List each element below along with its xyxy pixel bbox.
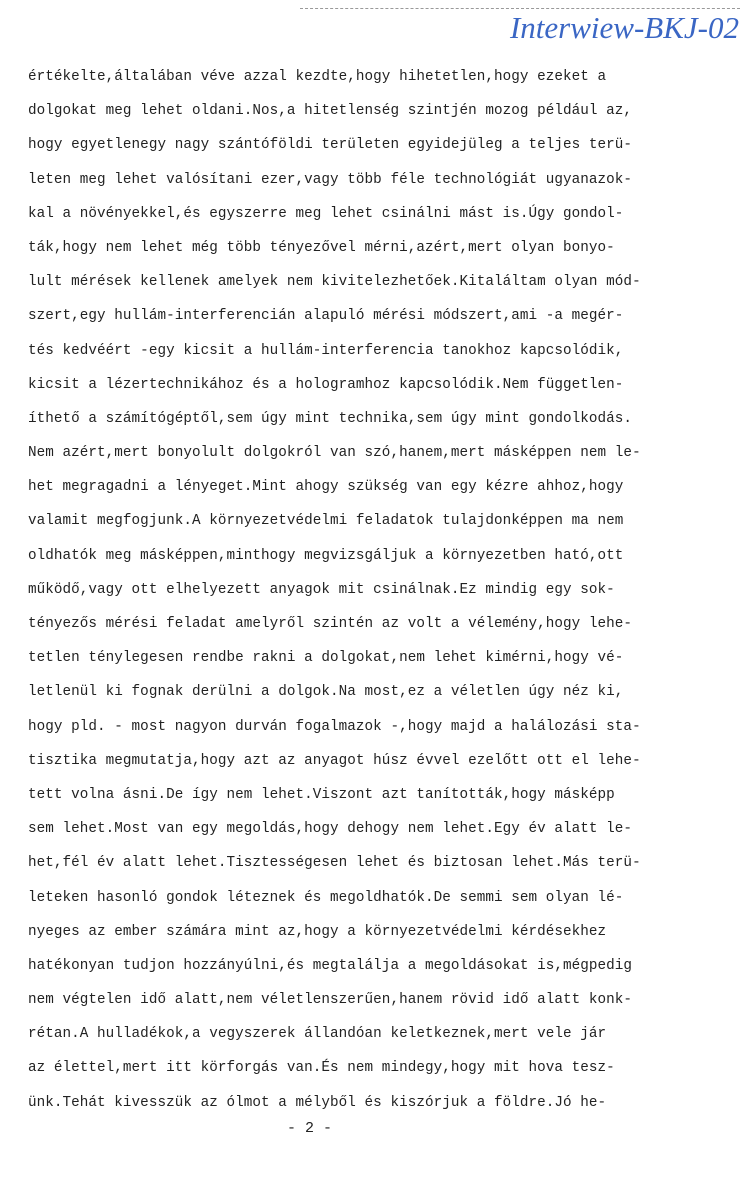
text-line: het,fél év alatt lehet.Tisztességesen lehet és biztosan lehet.Más terü-: [28, 855, 641, 872]
text-line: hatékonyan tudjon hozzányúlni,és megtalálja a megoldásokat is,mégpedig: [28, 957, 633, 974]
text-line: leteken hasonló gondok léteznek és megoldhatók.De semmi sem olyan lé-: [28, 889, 624, 906]
text-line: hogy egyetlenegy nagy szántóföldi területen egyidejüleg a teljes terü-: [28, 137, 633, 154]
text-line: értékelte,általában véve azzal kezdte,hogy hihetetlen,hogy ezeket a: [28, 69, 607, 85]
text-line: tényezős mérési feladat amelyről szintén az volt a vélemény,hogy lehe-: [28, 616, 633, 632]
text-line: tett volna ásni.De így nem lehet.Viszont azt tanították,hogy másképp: [28, 786, 615, 803]
document-label: Interwiew-BKJ-02: [509, 10, 739, 45]
text-line: sem lehet.Most van egy megoldás,hogy dehogy nem lehet.Egy év alatt le-: [28, 821, 633, 838]
text-line: het megragadni a lényeget.Mint ahogy szükség van egy kézre ahhoz,hogy: [28, 479, 624, 496]
typewritten-body: [28, 60, 728, 1120]
text-line: nyeges az ember számára mint az,hogy a környezetvédelmi kérdésekhez: [28, 923, 607, 940]
text-line: valamit megfogjunk.A környezetvédelmi feladatok tulajdonképpen ma nem: [28, 513, 624, 530]
text-line: ünk.Tehát kivesszük az ólmot a mélyből és kiszórjuk a földre.Jó he-: [28, 1094, 607, 1111]
text-line: tetlen ténylegesen rendbe rakni a dolgokat,nem lehet kimérni,hogy vé-: [28, 650, 624, 667]
text-line: szert,egy hullám-interferencián alapuló mérési módszert,ami -a megér-: [28, 308, 624, 325]
text-line: ták,hogy nem lehet még több tényezővel mérni,azért,mert olyan bonyo-: [28, 239, 615, 256]
text-line: hogy pld. - most nagyon durván fogalmazok -,hogy majd a halálozási sta-: [28, 718, 641, 735]
text-line: lult mérések kellenek amelyek nem kivitelezhetőek.Kitaláltam olyan mód-: [28, 274, 641, 291]
text-line: tés kedvéért -egy kicsit a hullám-interferencia tanokhoz kapcsolódik,: [28, 342, 624, 359]
text-line: működő,vagy ott elhelyezett anyagok mit csinálnak.Ez mindig egy sok-: [28, 581, 615, 598]
text-line: tisztika megmutatja,hogy azt az anyagot húsz évvel ezelőtt ott el lehe-: [28, 752, 641, 769]
text-line: rétan.A hulladékok,a vegyszerek állandóan keletkeznek,mert vele jár: [28, 1026, 607, 1043]
text-line: nem végtelen idő alatt,nem véletlenszerűen,hanem rövid idő alatt konk-: [28, 992, 633, 1009]
text-line: leten meg lehet valósítani ezer,vagy több féle technológiát ugyanazok-: [28, 171, 633, 188]
page-number: - 2 -: [287, 1120, 333, 1137]
text-line: dolgokat meg lehet oldani.Nos,a hitetlenség szintjén mozog például az,: [28, 103, 633, 120]
text-line: íthető a számítógéptől,sem úgy mint technika,sem úgy mint gondolkodás.: [28, 410, 633, 427]
text-line: Nem azért,mert bonyolult dolgokról van szó,hanem,mert másképpen nem le-: [28, 445, 641, 462]
text-line: kicsit a lézertechnikához és a hologramhoz kapcsolódik.Nem független-: [28, 376, 624, 393]
top-rule: [300, 8, 740, 9]
text-line: letlenül ki fognak derülni a dolgok.Na most,ez a véletlen úgy néz ki,: [28, 684, 624, 701]
text-line: oldhatók meg másképpen,minthogy megvizsgáljuk a környezetben ható,ott: [28, 547, 624, 564]
text-line: kal a növényekkel,és egyszerre meg lehet csinálni mást is.Úgy gondol-: [28, 205, 624, 222]
text-line: az élettel,mert itt körforgás van.És nem mindegy,hogy mit hova tesz-: [28, 1060, 615, 1077]
